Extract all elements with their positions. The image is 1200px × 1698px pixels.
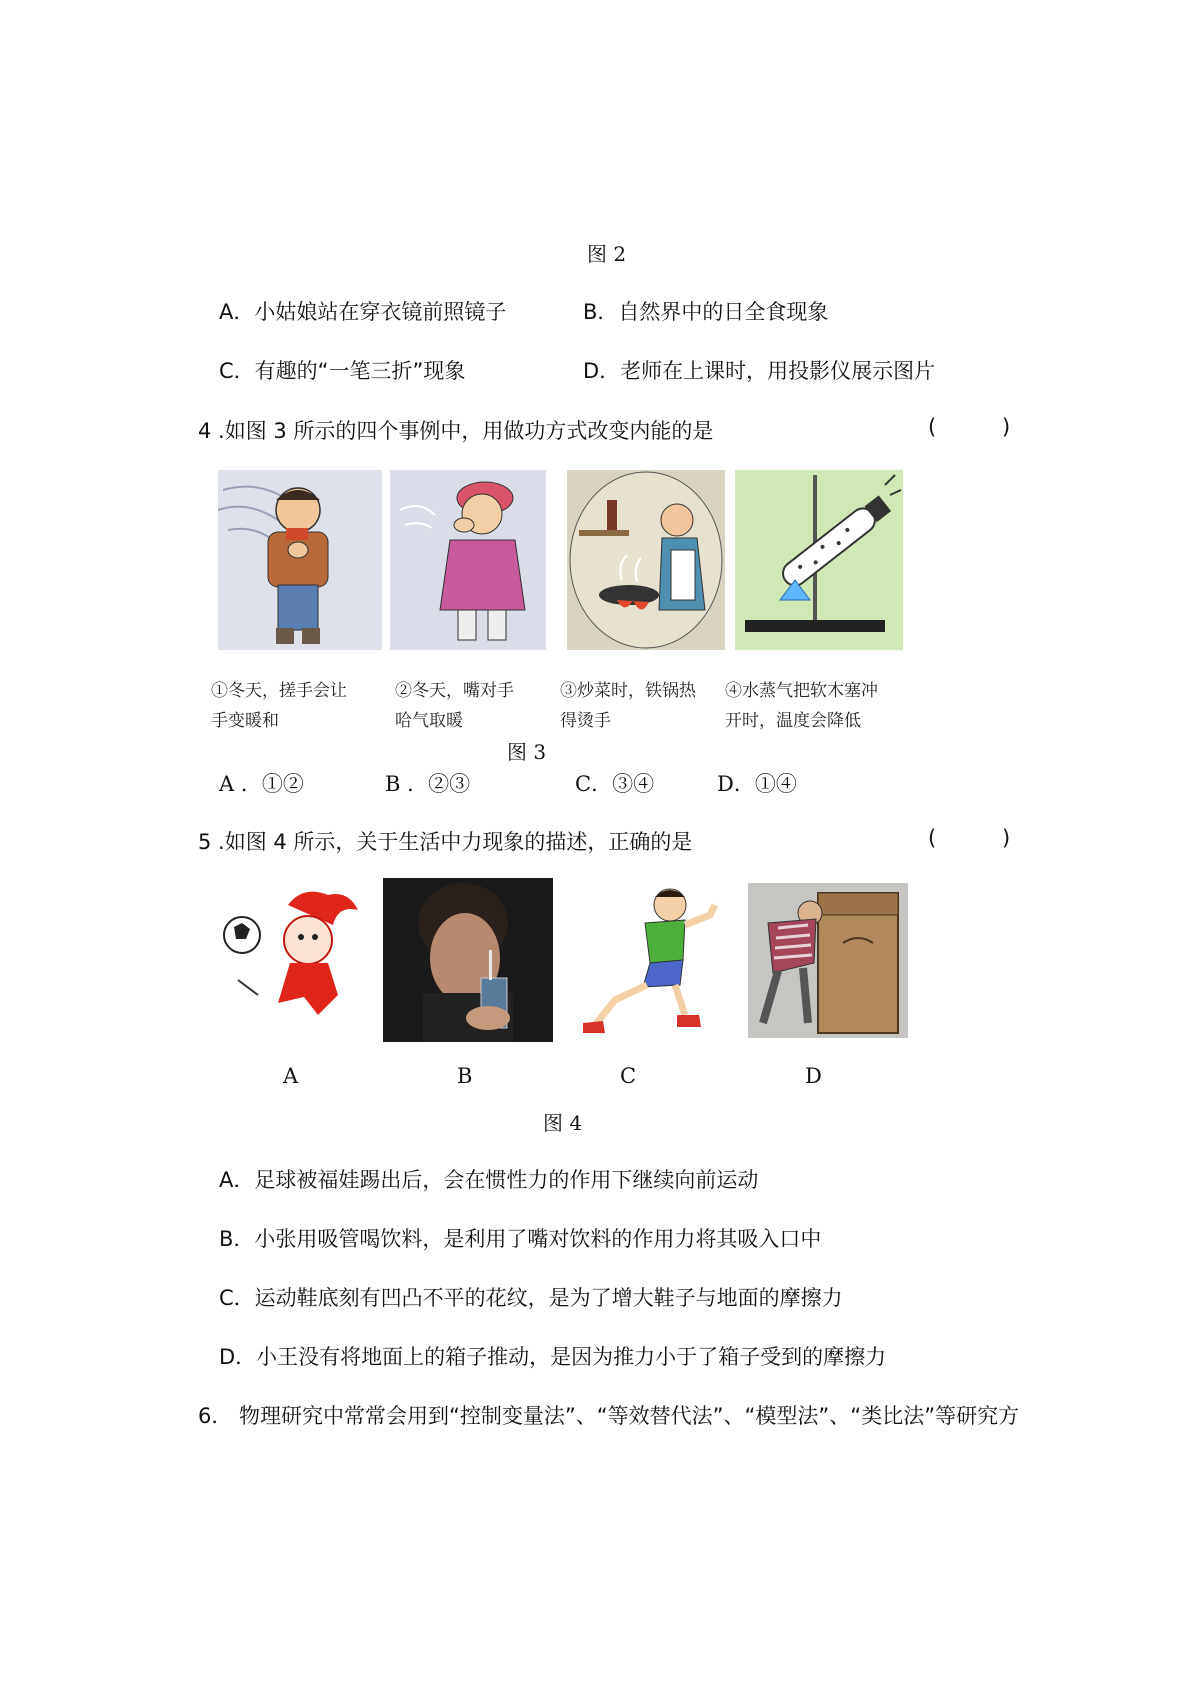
fig3-label-3-line1: ③炒菜时，铁锅热 [560, 681, 696, 701]
fig4-label-a: A [283, 1064, 299, 1088]
fig3-label-4-line2: 开时，温度会降低 [725, 711, 861, 731]
fig4-picture-c-running-boy [565, 875, 730, 1040]
figure-2-caption: 图 2 [587, 242, 627, 266]
fig3-label-4-line1: ④水蒸气把软木塞冲 [725, 681, 878, 701]
fig3-label-1 [211, 676, 347, 736]
q4-answer-paren-close: ) [1002, 415, 1011, 439]
fig3-picture-breathing-on-hands [390, 470, 546, 650]
question-5-stem: 5 .如图 4 所示，关于生活中力现象的描述，正确的是 [198, 830, 693, 854]
fig3-picture-rubbing-hands [218, 470, 382, 650]
fig3-label-2-line2: 哈气取暖 [395, 711, 463, 731]
fig3-label-2-line1: ②冬天，嘴对手 [395, 681, 514, 701]
fig4-picture-a-fuwa-kicking-ball [218, 885, 368, 1025]
fig3-label-3 [560, 676, 696, 736]
q4-choice-b: B ．②③ [385, 772, 471, 796]
fig4-picture-d-pushing-box [748, 883, 908, 1038]
figure-3-caption: 图 3 [507, 740, 547, 764]
q5-option-b: B．小张用吸管喝饮料，是利用了嘴对饮料的作用力将其吸入口中 [219, 1227, 822, 1251]
fig3-label-2 [395, 676, 514, 736]
fig3-label-3-line2: 得烫手 [560, 711, 611, 731]
fig3-picture-test-tube-cork [735, 470, 903, 650]
q4-choice-a: A ．①② [219, 772, 304, 796]
fig3-label-1-line2: 手变暖和 [211, 711, 279, 731]
fig2-option-a: A．小姑娘站在穿衣镜前照镜子 [219, 300, 507, 324]
q4-answer-paren-open: ( [928, 415, 937, 439]
q5-answer-paren-open: ( [928, 826, 937, 850]
fig2-option-c: C．有趣的“一笔三折”现象 [219, 359, 466, 383]
fig4-label-b: B [457, 1064, 473, 1088]
q5-answer-paren-close: ) [1002, 826, 1011, 850]
q4-choice-c: C．③④ [575, 772, 655, 796]
q5-option-c: C．运动鞋底刻有凹凸不平的花纹，是为了增大鞋子与地面的摩擦力 [219, 1286, 843, 1310]
fig4-label-d: D [805, 1064, 822, 1088]
q5-option-d: D．小王没有将地面上的箱子推动，是因为推力小于了箱子受到的摩擦力 [219, 1345, 887, 1369]
figure-4-caption: 图 4 [543, 1111, 583, 1135]
fig3-label-4 [725, 676, 878, 736]
fig3-picture-frying-pan [567, 470, 725, 650]
fig2-option-b: B．自然界中的日全食现象 [583, 300, 829, 324]
question-6-stem: 6． 物理研究中常常会用到“控制变量法”、“等效替代法”、“模型法”、“类比法”等研究方 [198, 1404, 1020, 1428]
fig2-option-d: D．老师在上课时，用投影仪展示图片 [583, 359, 936, 383]
q5-option-a: A．足球被福娃踢出后，会在惯性力的作用下继续向前运动 [219, 1168, 759, 1192]
q4-choice-d: D．①④ [717, 772, 797, 796]
fig3-label-1-line1: ①冬天，搓手会让 [211, 681, 347, 701]
fig4-label-c: C [620, 1064, 637, 1088]
question-4-stem: 4 .如图 3 所示的四个事例中，用做功方式改变内能的是 [198, 419, 714, 443]
fig4-picture-b-drinking-straw [383, 878, 553, 1042]
